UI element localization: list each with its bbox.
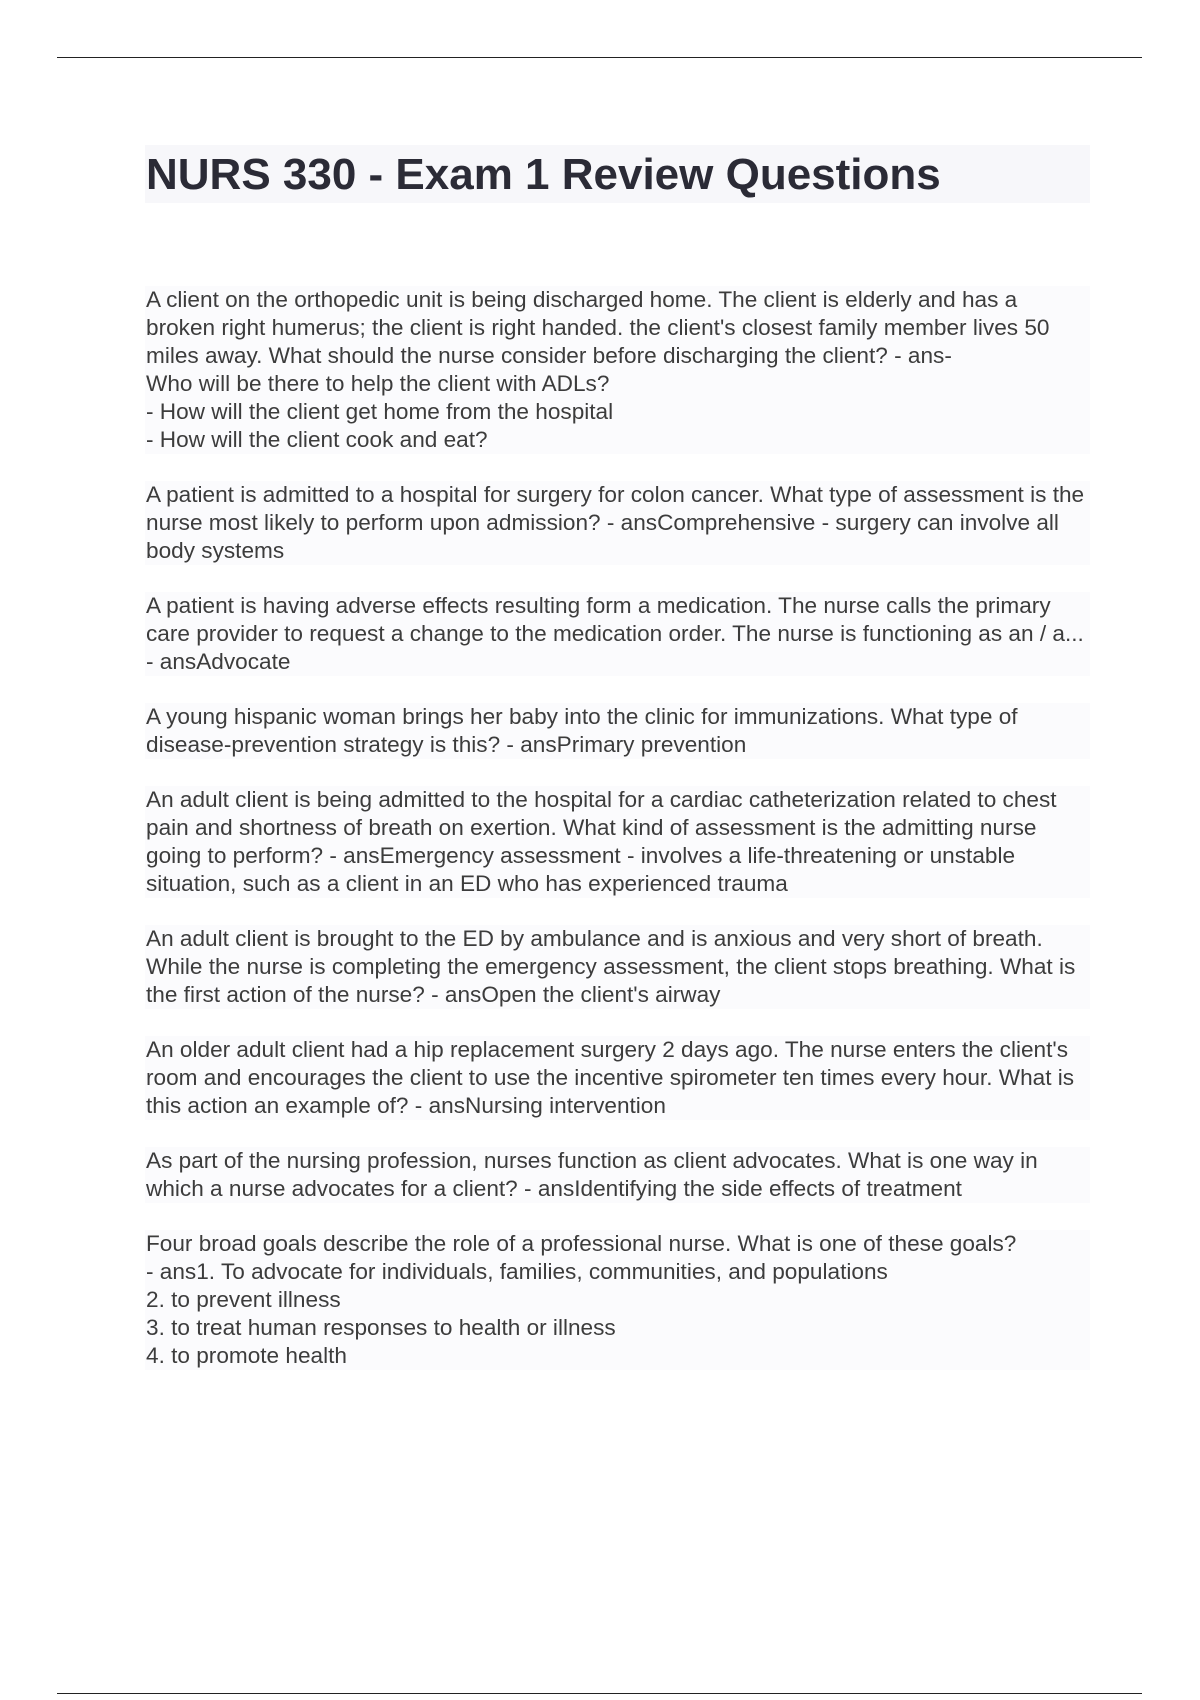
qa-item: A client on the orthopedic unit is being discharged home. The client is elderly and has a broken right humerus; the client is right handed. the client's closest family member lives 50 miles away. What should the nurse consider before discharging the client? - ans- Who will be there to help the client with ADLs? - How will the client get home from the hospital - How will the client cook and eat? <box>145 286 1090 454</box>
qa-item: Four broad goals describe the role of a professional nurse. What is one of these goals? - ans1. To advocate for individuals, families, communities, and populations 2. to prevent illness 3. to treat human responses to health or illness 4. to promote health <box>145 1230 1090 1370</box>
qa-item: A patient is admitted to a hospital for surgery for colon cancer. What type of assessment is the nurse most likely to perform upon admission? - ansComprehensive - surgery can involve all body systems <box>145 481 1090 565</box>
document-title: NURS 330 - Exam 1 Review Questions <box>145 145 1090 203</box>
document-body <box>145 145 1090 1397</box>
qa-item: As part of the nursing profession, nurses function as client advocates. What is one way in which a nurse advocates for a client? - ansIdentifying the side effects of treatment <box>145 1147 1090 1203</box>
qa-item: An older adult client had a hip replacement surgery 2 days ago. The nurse enters the client's room and encourages the client to use the incentive spirometer ten times every hour. What is this action an example of? - ansNursing intervention <box>145 1036 1090 1120</box>
top-divider <box>57 57 1142 58</box>
qa-item: A patient is having adverse effects resulting form a medication. The nurse calls the primary care provider to request a change to the medication order. The nurse is functioning as an / a... - ansAdvocate <box>145 592 1090 676</box>
qa-item: A young hispanic woman brings her baby into the clinic for immunizations. What type of disease-prevention strategy is this? - ansPrimary prevention <box>145 703 1090 759</box>
qa-list <box>145 286 1090 1370</box>
qa-item: An adult client is brought to the ED by ambulance and is anxious and very short of breath. While the nurse is completing the emergency assessment, the client stops breathing. What is the first action of the nurse? - ansOpen the client's airway <box>145 925 1090 1009</box>
qa-item: An adult client is being admitted to the hospital for a cardiac catheterization related to chest pain and shortness of breath on exertion. What kind of assessment is the admitting nurse going to perform? - ansEmergency assessment - involves a life-threatening or unstable situation, such as a client in an ED who has experienced trauma <box>145 786 1090 898</box>
bottom-divider <box>57 1693 1142 1694</box>
